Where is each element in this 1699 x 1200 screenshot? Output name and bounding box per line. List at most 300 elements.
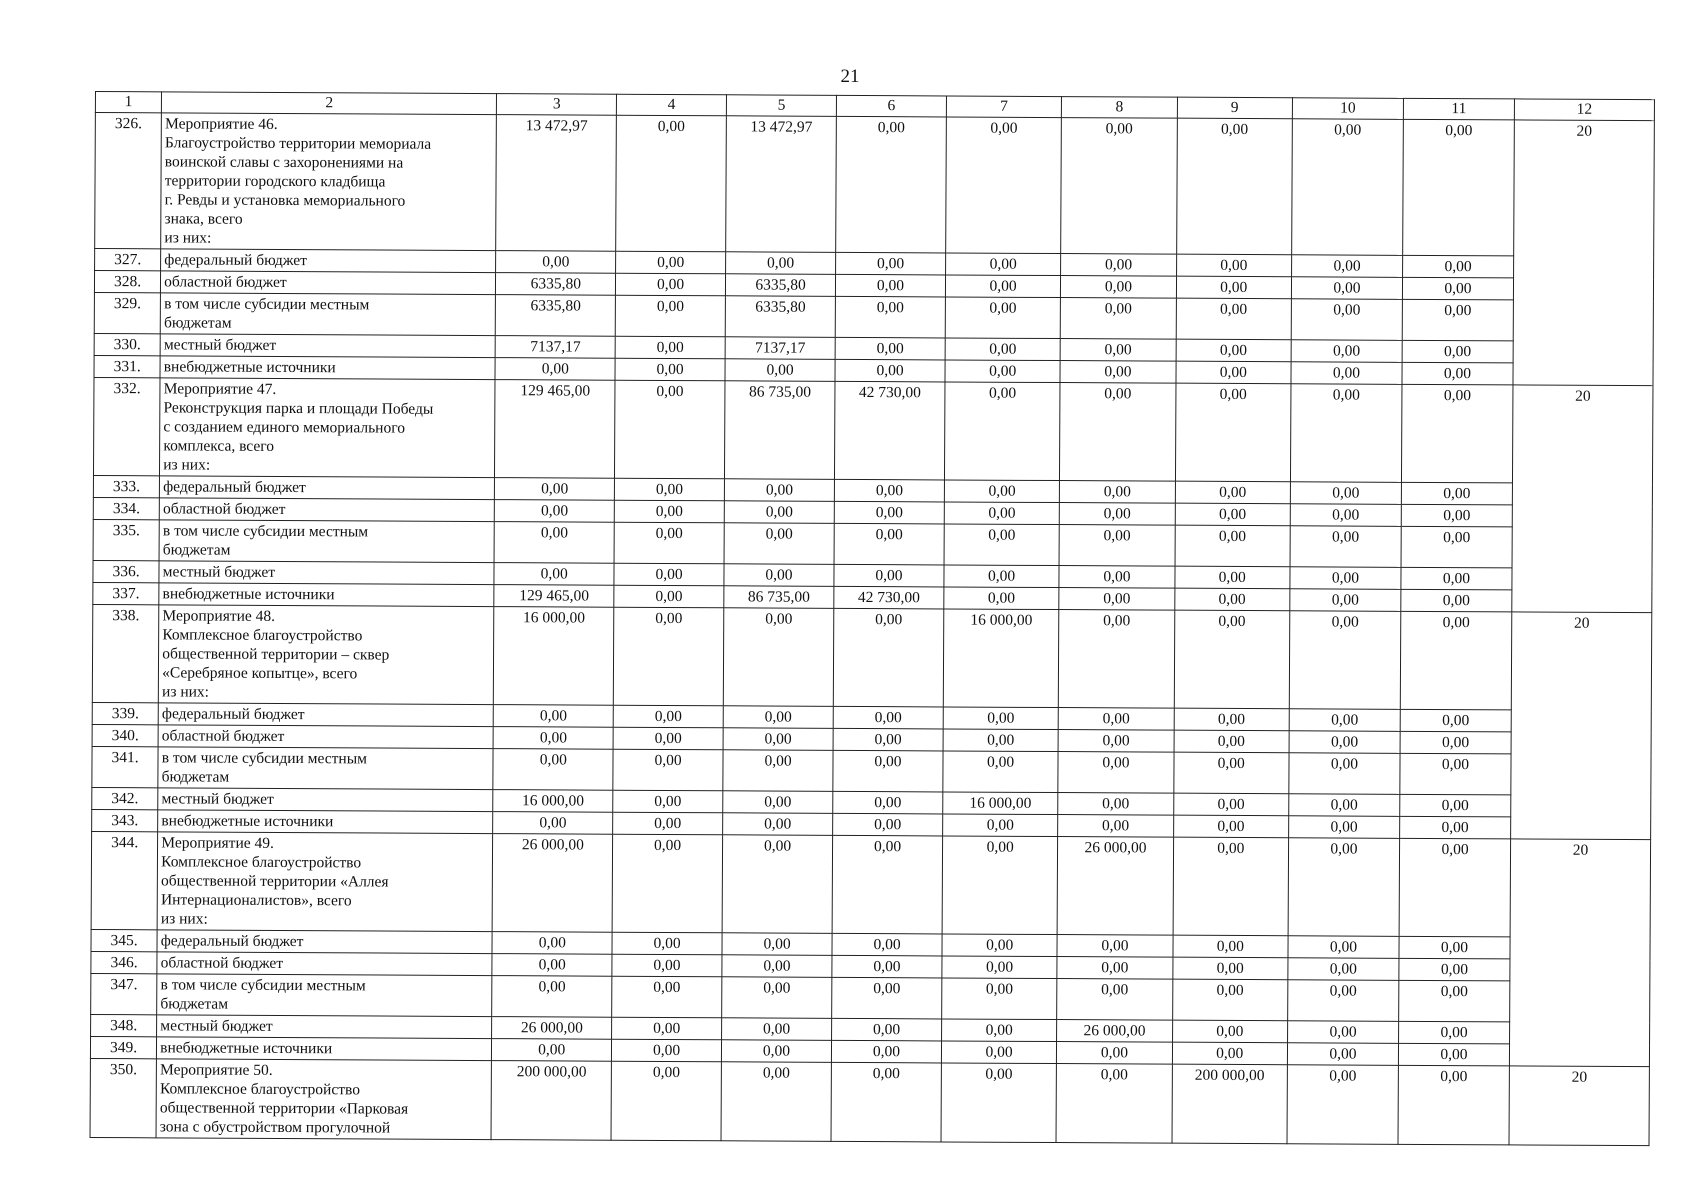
value-cell: 0,00	[726, 252, 836, 275]
value-cell: 0,00	[832, 977, 942, 1019]
value-cell: 0,00	[944, 480, 1059, 503]
value-cell: 0,00	[1175, 503, 1290, 526]
value-cell: 0,00	[834, 564, 944, 587]
value-cell: 0,00	[1059, 525, 1175, 567]
value-cell: 0,00	[944, 524, 1060, 566]
value-cell: 0,00	[1290, 589, 1401, 612]
value-cell: 6335,80	[725, 274, 835, 297]
value-cell: 0,00	[1401, 526, 1512, 568]
value-cell: 0,00	[1059, 566, 1174, 589]
value-cell: 0,00	[1174, 588, 1289, 611]
item-name-line: бюджетам	[160, 995, 229, 1013]
value-cell: 0,00	[1400, 794, 1511, 817]
value-cell: 0,00	[723, 706, 833, 729]
item-name	[159, 498, 494, 522]
value-cell: 0,00	[614, 585, 724, 608]
value-cell: 26 000,00	[493, 834, 613, 933]
value-cell: 0,00	[1291, 277, 1402, 300]
item-name-line: общественной территории «Парковая	[159, 1099, 409, 1118]
item-name	[157, 952, 492, 976]
item-name	[158, 810, 493, 834]
item-name	[157, 1037, 492, 1061]
item-name-line: в том числе субсидии местным	[161, 749, 368, 768]
row-number: 346.	[91, 951, 157, 973]
result-indicator-cell: 20	[1509, 839, 1650, 1067]
column-header: 9	[1177, 97, 1292, 119]
item-name-line: внебюджетные источники	[161, 812, 334, 831]
value-cell: 0,00	[1291, 340, 1402, 363]
value-cell: 0,00	[1172, 979, 1288, 1021]
value-cell: 16 000,00	[943, 792, 1058, 815]
value-cell: 0,00	[833, 750, 943, 792]
value-cell: 0,00	[1172, 1020, 1287, 1043]
value-cell: 0,00	[945, 360, 1060, 383]
value-cell: 0,00	[943, 814, 1058, 837]
value-cell: 0,00	[1290, 482, 1401, 505]
value-cell: 0,00	[1060, 503, 1175, 526]
item-name	[160, 378, 496, 478]
value-cell: 86 735,00	[725, 381, 835, 480]
item-name	[156, 1059, 492, 1140]
column-header: 7	[946, 96, 1061, 118]
item-name-line: областной бюджет	[162, 500, 286, 519]
item-name-line: областной бюджет	[164, 273, 287, 292]
value-cell: 0,00	[836, 116, 947, 253]
item-name-line: Интернационалистов», всего	[160, 891, 352, 910]
value-cell: 0,00	[945, 338, 1060, 361]
value-cell: 0,00	[613, 790, 723, 813]
value-cell: 0,00	[1398, 1043, 1509, 1066]
item-name-line: областной бюджет	[161, 727, 285, 745]
value-cell: 0,00	[1176, 339, 1291, 362]
value-cell: 0,00	[1057, 957, 1172, 980]
value-cell: 0,00	[614, 478, 724, 501]
value-cell: 0,00	[1057, 1042, 1172, 1065]
row-number: 342.	[92, 787, 158, 809]
row-number: 339.	[92, 702, 158, 724]
row-number: 326.	[95, 113, 162, 249]
item-name-line: с созданием единого мемориального	[163, 418, 406, 437]
value-cell: 0,00	[612, 976, 722, 1018]
value-cell: 0,00	[1176, 361, 1291, 384]
value-cell: 0,00	[833, 728, 943, 751]
measure-row	[92, 604, 1651, 710]
column-header: 1	[95, 92, 161, 113]
item-name	[158, 725, 493, 749]
value-cell: 0,00	[944, 502, 1059, 525]
value-cell: 0,00	[1173, 793, 1288, 816]
value-cell: 0,00	[1288, 958, 1399, 981]
column-header: 3	[497, 94, 617, 116]
item-name-line: федеральный бюджет	[163, 478, 306, 497]
value-cell: 0,00	[724, 501, 834, 524]
value-cell: 0,00	[835, 359, 945, 382]
value-cell: 0,00	[1399, 958, 1510, 981]
value-cell: 0,00	[1058, 730, 1173, 753]
measure-row	[91, 831, 1650, 937]
value-cell: 0,00	[492, 954, 612, 977]
value-cell: 0,00	[1401, 567, 1512, 590]
value-cell: 0,00	[1172, 957, 1287, 980]
item-name-line: из них:	[162, 683, 210, 701]
row-number: 329.	[94, 292, 160, 333]
value-cell: 0,00	[1060, 383, 1176, 482]
value-cell: 0,00	[615, 295, 725, 337]
value-cell: 0,00	[941, 1041, 1056, 1064]
value-cell: 0,00	[1401, 589, 1512, 612]
value-cell: 0,00	[1175, 525, 1291, 567]
value-cell: 42 730,00	[834, 381, 944, 480]
item-name-line: знака, всего	[164, 210, 243, 228]
value-cell: 0,00	[1292, 119, 1404, 256]
value-cell: 0,00	[1287, 1065, 1398, 1145]
value-cell: 200 000,00	[491, 1061, 611, 1141]
item-name	[159, 520, 494, 563]
item-name-line: Благоустройство территории мемориала	[164, 134, 432, 153]
value-cell: 7137,17	[496, 336, 616, 359]
value-cell: 0,00	[1399, 838, 1511, 937]
value-cell: 0,00	[1173, 837, 1289, 936]
value-cell: 0,00	[1058, 815, 1173, 838]
value-cell: 0,00	[612, 1017, 722, 1040]
value-cell: 0,00	[611, 1061, 721, 1141]
item-name-line: Мероприятие 50.	[160, 1061, 273, 1079]
row-number: 350.	[90, 1058, 157, 1137]
value-cell: 0,00	[722, 933, 832, 956]
budget-table-sheet	[90, 91, 1655, 1146]
value-cell: 0,00	[832, 1018, 942, 1041]
item-name-line: Реконструкция парка и площади Победы	[163, 399, 434, 418]
value-cell: 0,00	[1400, 731, 1511, 754]
item-name-line: внебюджетные источники	[163, 358, 336, 377]
item-name-line: Комплексное благоустройство	[162, 626, 363, 645]
item-name-line: г. Ревды и установка мемориального	[164, 191, 406, 210]
row-number: 333.	[93, 475, 159, 497]
item-name-line: в том числе субсидии местным	[162, 522, 369, 541]
item-name	[161, 249, 496, 273]
item-name-line: из них:	[163, 456, 211, 474]
item-name-line: воинской славы с захоронениями на	[164, 153, 404, 172]
value-cell: 0,00	[614, 522, 724, 564]
row-number: 338.	[92, 604, 159, 702]
column-header: 10	[1292, 98, 1403, 120]
value-cell: 16 000,00	[943, 609, 1059, 708]
row-number: 341.	[92, 746, 158, 787]
value-cell: 0,00	[942, 836, 1058, 935]
item-name-line: Комплексное благоустройство	[161, 853, 362, 872]
value-cell: 129 465,00	[494, 585, 614, 608]
row-number: 343.	[92, 809, 158, 831]
value-cell: 0,00	[1400, 816, 1511, 839]
value-cell: 0,00	[612, 1039, 722, 1062]
value-cell: 0,00	[495, 478, 615, 501]
table-body	[90, 113, 1654, 1146]
item-name	[160, 476, 495, 500]
value-cell: 0,00	[1289, 709, 1400, 732]
value-cell: 0,00	[494, 727, 614, 750]
result-indicator-cell: 20	[1511, 612, 1652, 840]
value-cell: 0,00	[1061, 276, 1176, 299]
item-name-line: федеральный бюджет	[160, 932, 304, 951]
value-cell: 0,00	[944, 565, 1059, 588]
item-name-line: общественной территории – сквер	[162, 645, 390, 664]
column-header: 5	[726, 95, 836, 117]
item-name-line: общественной территории «Аллея	[161, 872, 389, 891]
value-cell: 0,00	[1400, 709, 1511, 732]
value-cell: 0,00	[724, 479, 834, 502]
value-cell: 0,00	[723, 791, 833, 814]
row-number: 328.	[94, 271, 160, 293]
value-cell: 0,00	[1173, 935, 1288, 958]
budget-table	[90, 91, 1655, 1146]
value-cell: 0,00	[1060, 361, 1175, 384]
value-cell: 0,00	[613, 727, 723, 750]
item-name	[157, 930, 492, 954]
value-cell: 0,00	[835, 274, 945, 297]
value-cell: 0,00	[614, 500, 724, 523]
value-cell: 0,00	[1172, 1042, 1287, 1065]
value-cell: 0,00	[1402, 340, 1513, 363]
value-cell: 0,00	[1173, 815, 1288, 838]
item-name-line: территории городского кладбища	[164, 172, 386, 191]
value-cell: 0,00	[492, 1039, 612, 1062]
value-cell: 0,00	[1401, 482, 1512, 505]
value-cell: 0,00	[944, 382, 1060, 481]
value-cell: 0,00	[613, 607, 723, 706]
value-cell: 0,00	[722, 1018, 832, 1041]
value-cell: 0,00	[1287, 1043, 1398, 1066]
measure-row	[90, 1058, 1649, 1145]
item-name	[158, 703, 493, 727]
value-cell: 0,00	[1401, 504, 1512, 527]
value-cell: 0,00	[1291, 299, 1402, 341]
item-name	[160, 356, 495, 380]
value-cell: 0,00	[1403, 255, 1514, 278]
item-name	[157, 974, 492, 1017]
item-name	[161, 271, 496, 295]
row-number: 336.	[93, 560, 159, 582]
item-name	[160, 293, 495, 336]
value-cell: 6335,80	[496, 273, 616, 296]
value-cell: 0,00	[1176, 254, 1291, 277]
value-cell: 0,00	[722, 955, 832, 978]
value-cell: 0,00	[493, 749, 613, 791]
item-name-line: Мероприятие 49.	[161, 834, 274, 852]
value-cell: 0,00	[1291, 362, 1402, 385]
value-cell: 6335,80	[496, 295, 616, 337]
value-cell: 0,00	[1056, 1064, 1172, 1144]
row-number: 348.	[91, 1014, 157, 1036]
item-name-line: местный бюджет	[163, 336, 277, 354]
value-cell: 0,00	[612, 834, 722, 933]
row-number: 334.	[93, 497, 159, 519]
item-name-line: Комплексное благоустройство	[159, 1080, 361, 1099]
value-cell: 26 000,00	[1057, 1020, 1172, 1043]
item-name	[158, 788, 493, 812]
value-cell: 0,00	[616, 251, 726, 274]
value-cell: 0,00	[1175, 383, 1291, 482]
value-cell: 0,00	[834, 523, 944, 565]
item-name	[158, 747, 493, 790]
value-cell: 0,00	[946, 117, 1062, 254]
item-name	[159, 583, 494, 607]
value-cell: 0,00	[614, 563, 724, 586]
value-cell: 0,00	[1060, 339, 1175, 362]
value-cell: 0,00	[1176, 298, 1292, 340]
value-cell: 0,00	[721, 1062, 831, 1142]
column-header: 8	[1062, 97, 1177, 119]
value-cell: 7137,17	[725, 337, 835, 360]
item-name	[161, 113, 497, 251]
value-cell: 0,00	[492, 932, 612, 955]
page-number: 21	[840, 66, 860, 87]
item-name-line: из них:	[160, 910, 208, 928]
value-cell: 0,00	[1059, 588, 1174, 611]
value-cell: 0,00	[943, 707, 1058, 730]
value-cell: 0,00	[721, 1040, 831, 1063]
value-cell: 0,00	[615, 380, 725, 479]
value-cell: 0,00	[1174, 610, 1290, 709]
value-cell: 0,00	[942, 978, 1058, 1020]
value-cell: 0,00	[942, 956, 1057, 979]
value-cell: 0,00	[613, 812, 723, 835]
value-cell: 0,00	[1399, 980, 1510, 1022]
value-cell: 0,00	[1289, 611, 1401, 710]
value-cell: 26 000,00	[1057, 837, 1173, 936]
column-header: 12	[1514, 99, 1654, 121]
value-cell: 0,00	[1288, 936, 1399, 959]
value-cell: 86 735,00	[724, 586, 834, 609]
item-name-line: комплекса, всего	[163, 437, 275, 455]
value-cell: 0,00	[723, 813, 833, 836]
result-indicator-cell: 20	[1513, 120, 1654, 386]
value-cell: 0,00	[834, 479, 944, 502]
value-cell: 16 000,00	[494, 607, 614, 706]
value-cell: 0,00	[723, 750, 833, 792]
item-name	[157, 1015, 492, 1039]
item-name-line: в том числе субсидии местным	[160, 976, 366, 995]
measure-row	[93, 377, 1652, 483]
value-cell: 0,00	[833, 813, 943, 836]
value-cell: 0,00	[1061, 254, 1176, 277]
value-cell: 0,00	[495, 522, 615, 564]
row-number: 349.	[90, 1036, 156, 1058]
value-cell: 0,00	[831, 1040, 941, 1063]
value-cell: 0,00	[613, 705, 723, 728]
value-cell: 26 000,00	[492, 1017, 612, 1040]
value-cell: 0,00	[835, 296, 945, 338]
item-name-line: Мероприятие 46.	[164, 115, 278, 133]
value-cell: 13 472,97	[496, 115, 616, 252]
value-cell: 0,00	[1401, 384, 1513, 483]
value-cell: 0,00	[1403, 119, 1515, 256]
item-name-line: местный бюджет	[162, 563, 276, 581]
value-cell: 0,00	[942, 934, 1057, 957]
value-cell: 0,00	[944, 587, 1059, 610]
row-number: 331.	[94, 355, 160, 377]
value-cell: 0,00	[834, 501, 944, 524]
row-number: 347.	[91, 973, 157, 1014]
value-cell: 0,00	[495, 358, 615, 381]
value-cell: 0,00	[1290, 567, 1401, 590]
value-cell: 0,00	[942, 1019, 1057, 1042]
value-cell: 0,00	[1288, 980, 1399, 1022]
row-number: 330.	[94, 333, 160, 355]
value-cell: 0,00	[722, 977, 832, 1019]
value-cell: 0,00	[833, 608, 943, 707]
value-cell: 0,00	[1289, 794, 1400, 817]
value-cell: 0,00	[1060, 481, 1175, 504]
measure-row	[95, 113, 1655, 257]
value-cell: 0,00	[1057, 979, 1173, 1021]
value-cell: 0,00	[1290, 504, 1401, 527]
value-cell: 6335,80	[725, 296, 835, 338]
value-cell: 0,00	[616, 273, 726, 296]
item-name-line: бюджетам	[161, 768, 230, 786]
item-name-line: бюджетам	[163, 314, 232, 332]
value-cell: 0,00	[723, 608, 833, 707]
value-cell: 0,00	[1287, 1021, 1398, 1044]
row-number: 335.	[93, 519, 159, 560]
value-cell: 0,00	[1290, 384, 1402, 483]
value-cell: 0,00	[833, 706, 943, 729]
value-cell: 0,00	[1175, 566, 1290, 589]
result-indicator-cell: 20	[1512, 385, 1653, 613]
value-cell: 0,00	[1058, 708, 1173, 731]
value-cell: 0,00	[615, 358, 725, 381]
value-cell: 0,00	[1290, 526, 1401, 568]
result-indicator-cell: 20	[1509, 1066, 1649, 1146]
row-number: 327.	[95, 249, 161, 271]
column-header: 4	[616, 94, 726, 116]
value-cell: 0,00	[724, 523, 834, 565]
item-name-line: внебюджетные источники	[162, 585, 335, 604]
value-cell: 0,00	[615, 336, 725, 359]
value-cell: 0,00	[613, 749, 723, 791]
value-cell: 0,00	[946, 253, 1061, 276]
value-cell: 0,00	[1174, 730, 1289, 753]
value-cell: 0,00	[616, 115, 727, 252]
value-cell: 0,00	[831, 1062, 941, 1142]
item-name-line: Мероприятие 48.	[162, 607, 276, 625]
column-header: 6	[836, 95, 946, 117]
item-name-line: областной бюджет	[160, 954, 284, 972]
value-cell: 0,00	[945, 297, 1061, 339]
item-name	[159, 561, 494, 585]
value-cell: 0,00	[1175, 481, 1290, 504]
value-cell: 0,00	[725, 359, 835, 382]
value-cell: 0,00	[1400, 753, 1511, 795]
value-cell: 0,00	[1059, 610, 1175, 709]
row-number: 345.	[91, 929, 157, 951]
value-cell: 0,00	[1061, 298, 1177, 340]
value-cell: 0,00	[835, 337, 945, 360]
value-cell: 0,00	[945, 275, 1060, 298]
column-header: 11	[1403, 98, 1514, 120]
column-header: 2	[162, 92, 497, 115]
value-cell: 13 472,97	[726, 116, 837, 253]
value-cell: 0,00	[722, 835, 832, 934]
value-cell: 0,00	[1061, 118, 1177, 255]
item-name-line: зона с обустройством прогулочной	[159, 1118, 391, 1137]
value-cell: 0,00	[612, 954, 722, 977]
value-cell: 200 000,00	[1172, 1064, 1288, 1144]
value-cell: 0,00	[496, 251, 616, 274]
value-cell: 0,00	[1058, 752, 1174, 794]
value-cell: 0,00	[494, 563, 614, 586]
value-cell: 129 465,00	[495, 380, 615, 479]
item-name-line: местный бюджет	[161, 790, 274, 808]
